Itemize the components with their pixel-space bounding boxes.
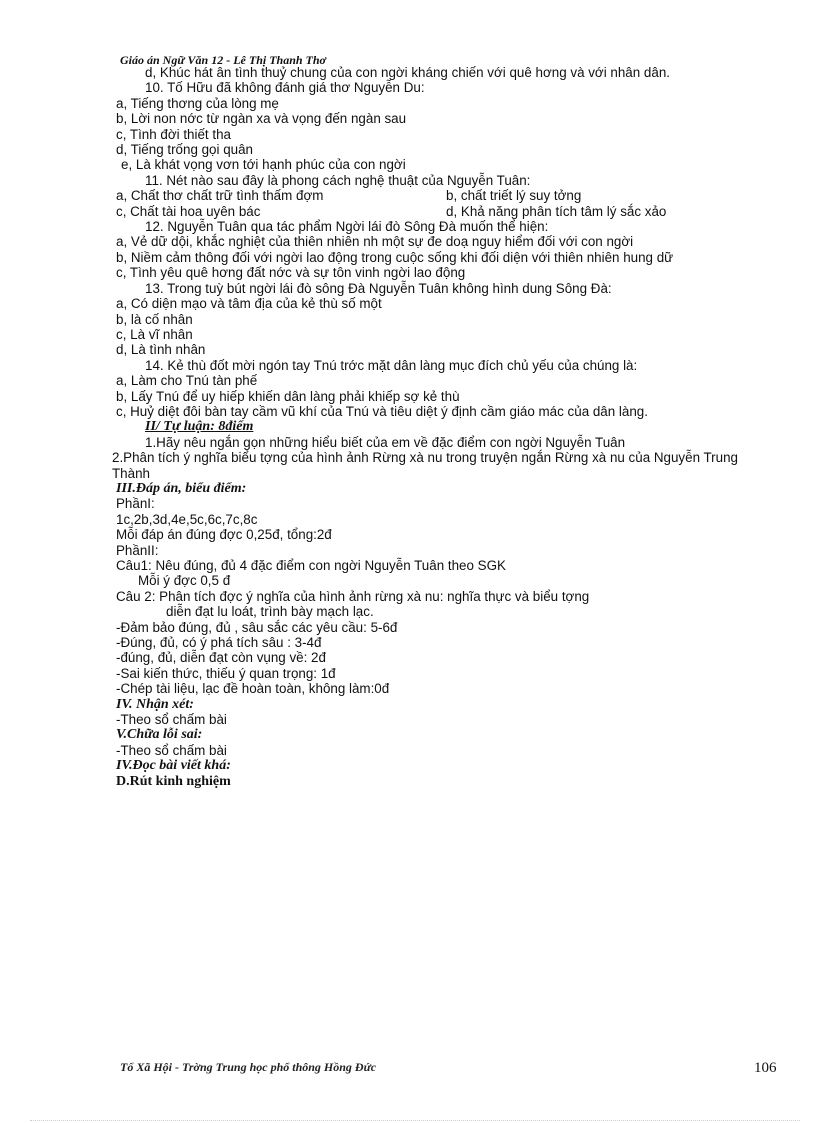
section-heading-dap-an: III.Đáp án, biểu điểm:: [116, 480, 247, 496]
grading-line: Câu 2: Phân tích đợc ý nghĩa của hình ảnh rừng xà nu: nghĩa thực và biểu tợng: [116, 588, 590, 604]
section-heading-rut-kinh-nghiem: D.Rút kinh nghiệm: [116, 773, 231, 789]
grading-line: -Đúng, đủ, có ý phá tích sâu : 3-4đ: [116, 635, 322, 651]
option-row: [116, 188, 766, 203]
option-line: d, Khả năng phân tích tâm lý sắc xảo: [446, 203, 667, 219]
grading-line: -đúng, đủ, diễn đạt còn vụng về: 2đ: [116, 650, 326, 666]
essay-question-2: 2.Phân tích ý nghĩa biểu tợng của hình ảnh Rừng xà nu trong truyện ngắn Rừng xà nu của Nguyễn Trung Thành: [112, 450, 738, 481]
text-line: -Theo sổ chấm bài: [116, 742, 227, 758]
section-heading-chua-loi: V.Chữa lỗi sai:: [116, 727, 203, 743]
question-11: 11. Nét nào sau đây là phong cách nghệ thuật của Nguyễn Tuân:: [145, 172, 531, 188]
grading-line: -Sai kiến thức, thiếu ý quan trọng: 1đ: [116, 665, 336, 681]
section-heading-tu-luan: II/ Tự luận: 8điểm: [145, 419, 254, 435]
text-line: d, Khúc hát ân tình thuỷ chung của con ngời kháng chiến với quê hơng và với nhân dân.: [145, 65, 670, 80]
essay-question-1: 1.Hãy nêu ngắn gọn những hiểu biết của em về đặc điểm con ngời Nguyễn Tuân: [145, 434, 626, 450]
option-line: c, Chất tài hoa uyên bác: [116, 203, 261, 219]
text-line: -Theo sổ chấm bài: [116, 712, 227, 728]
option-line: c, Tình đời thiết tha: [116, 126, 231, 142]
document-header: Giáo án Ngữ Văn 12 - Lê Thị Thanh Thơ: [120, 53, 326, 67]
grading-line: -Đảm bảo đúng, đủ , sâu sắc các yêu cầu: 5-6đ: [116, 619, 398, 635]
question-10: 10. Tố Hữu đã không đánh giá thơ Nguyễn Du:: [145, 80, 425, 96]
question-12: 12. Nguyễn Tuân qua tác phẩm Ngời lái đò Sông Đà muốn thể hiện:: [145, 219, 549, 235]
score-line: Mỗi đáp án đúng đợc 0,25đ, tổng:2đ: [116, 527, 332, 543]
option-line: b, chất triết lý suy tởng: [446, 188, 582, 204]
option-line: b, Lời non nớc từ ngàn xa và vọng đến ngàn sau: [116, 111, 407, 127]
option-line: b, là cố nhân: [116, 311, 193, 327]
option-line: a, Tiếng thơng của lòng mẹ: [116, 95, 279, 111]
option-row: [116, 204, 766, 219]
question-14: 14. Kẻ thù đốt mời ngón tay Tnú trớc mặt dân làng mục đích chủ yếu của chúng là:: [145, 357, 638, 373]
part-label: PhầnII:: [116, 542, 159, 558]
option-line: a, Chất thơ chất trữ tình thấm đợm: [116, 188, 324, 204]
page-bottom-divider: [30, 1120, 800, 1121]
answer-key: 1c,2b,3d,4e,5c,6c,7c,8c: [116, 511, 258, 527]
option-line: a, Làm cho Tnú tàn phế: [116, 373, 258, 389]
option-line: b, Lấy Tnú để uy hiếp khiến dân làng phải khiếp sợ kẻ thù: [116, 388, 460, 404]
option-line: a, Vẻ dữ dội, khắc nghiệt của thiên nhiên nh một sự đe doạ nguy hiểm đối với con ngời: [116, 234, 634, 250]
grading-line: diễn đạt lu loát, trình bày mạch lạc.: [166, 604, 374, 620]
footer-school: Tổ Xã Hội - Trờng Trung học phổ thông Hồng Đức: [120, 1060, 377, 1074]
section-heading-doc-bai: IV.Đọc bài viết khá:: [116, 758, 231, 774]
option-line: b, Niềm cảm thông đối với ngời lao động trong cuộc sống khi đối diện với thiên nhiên hung dữ: [116, 249, 674, 265]
page-number: 106: [754, 1060, 777, 1076]
question-13: 13. Trong tuỳ bút ngời lái đò sông Đà Nguyễn Tuân không hình dung Sông Đà:: [145, 280, 612, 296]
option-line: d, Là tình nhân: [116, 342, 206, 358]
section-heading-nhan-xet: IV. Nhận xét:: [116, 696, 194, 712]
option-line: c, Huỷ diệt đôi bàn tay cầm vũ khí của Tnú và tiêu diệt ý định cầm giáo mác của dân làng.: [116, 403, 648, 419]
option-line: a, Có diện mạo và tâm địa của kẻ thù số một: [116, 296, 382, 312]
option-line: c, Là vĩ nhân: [116, 326, 193, 342]
part-label: PhầnI:: [116, 496, 155, 512]
option-line: c, Tình yêu quê hơng đất nớc và sự tôn vinh ngời lao động: [116, 265, 466, 281]
document-body: [112, 65, 766, 789]
grading-line: Câu1: Nêu đúng, đủ 4 đặc điểm con ngời Nguyễn Tuân theo SGK: [116, 558, 506, 573]
option-line: e, Là khát vọng vơn tới hạnh phúc của con ngời: [121, 157, 406, 173]
option-line: d, Tiếng trống gọi quân: [116, 142, 253, 158]
grading-line: Mỗi ý đợc 0,5 đ: [138, 573, 231, 589]
grading-line: -Chép tài liệu, lạc đề hoàn toàn, không làm:0đ: [116, 681, 390, 697]
